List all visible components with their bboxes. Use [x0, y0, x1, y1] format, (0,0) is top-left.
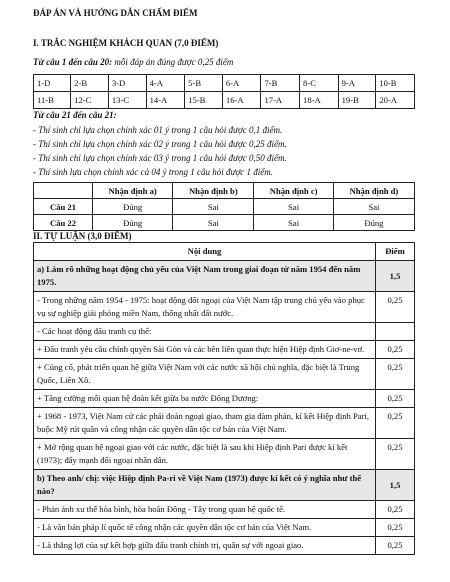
tf-row-22: [34, 215, 415, 231]
answer-cell: 16-A: [222, 92, 261, 109]
answer-cell: 5-B: [185, 75, 223, 92]
tf-header-blank: [34, 183, 93, 199]
essay-item-row: [34, 439, 415, 470]
essay-score-cell: 0,25: [376, 537, 415, 555]
answer-cell: 7-B: [261, 75, 300, 92]
answer-cell: 15-B: [185, 92, 223, 109]
essay-score-cell: 1,5: [376, 261, 415, 292]
range1-prefix: Từ câu 1 đến câu 20:: [33, 57, 113, 67]
rule-1: - Thí sinh chỉ lựa chọn chính xác 01 ý trong 1 câu hỏi được 0,1 điểm.: [33, 125, 283, 135]
answer-cell: 11-B: [34, 92, 71, 109]
essay-item-row: [34, 323, 415, 341]
essay-content-cell: + Củng cố, phát triển quan hệ giữa Việt Nam với các nước xã hội chủ nghĩa, đặc biệt là Trung Quốc, Liên Xô.: [34, 359, 376, 390]
essay-content-cell: - Là thắng lợi của sự kết hợp giữa đấu tranh chính trị, quân sự với ngoại giao.: [34, 537, 376, 555]
answer-cell: 20-A: [376, 92, 415, 109]
essay-content-cell: - Trong những năm 1954 - 1975: hoạt động đối ngoại của Việt Nam tập trung chủ yếu vào phục vụ sự nghiệp giải phóng miền Nam, thống nhất đất nước.: [34, 292, 376, 323]
answer-cell: 3-D: [108, 75, 146, 92]
answer-cell: 13-C: [108, 92, 146, 109]
answer-cell: 9-A: [338, 75, 376, 92]
section1-heading: I. TRẮC NGHIỆM KHÁCH QUAN (7,0 ĐIỂM): [33, 38, 219, 48]
essay-header-row: [34, 243, 415, 261]
essay-header-content: Nội dung: [34, 243, 376, 261]
rule-2: - Thí sinh chỉ lựa chọn chính xác 02 ý trong 1 câu hỏi được 0,25 điểm.: [33, 139, 287, 149]
answer-cell: 19-B: [338, 92, 376, 109]
essay-section-row: [34, 470, 415, 501]
essay-content-cell: + Tăng cường mối quan hệ đoàn kết giữa ba nước Đông Dương:: [34, 390, 376, 408]
tf-cell: Sai: [173, 215, 254, 231]
tf-header-b: Nhận định b): [173, 183, 254, 199]
essay-score-cell: 0,25: [376, 341, 415, 359]
answers-row-1: [34, 75, 415, 92]
essay-item-row: [34, 537, 415, 555]
essay-score-cell: 0,25: [376, 390, 415, 408]
answer-cell: 14-A: [146, 92, 185, 109]
essay-content-cell: - Các hoạt động đấu tranh cụ thể:: [34, 323, 376, 341]
answer-cell: 1-D: [34, 75, 71, 92]
answer-cell: 12-C: [71, 92, 109, 109]
answer-cell: 17-A: [261, 92, 300, 109]
tf-header-a: Nhận định a): [93, 183, 173, 199]
essay-score-cell: 0,25: [376, 292, 415, 323]
tf-header-c: Nhận định c): [254, 183, 334, 199]
answer-cell: 10-B: [376, 75, 415, 92]
essay-score-cell: 0,25: [376, 439, 415, 470]
tf-cell: Đúng: [93, 199, 173, 215]
tf-cell: Câu 21: [34, 199, 93, 215]
section2-heading: II. TỰ LUẬN (3,0 ĐIỂM): [33, 231, 132, 241]
true-false-table: [33, 182, 415, 231]
essay-item-row: [34, 292, 415, 323]
essay-content-cell: + 1968 - 1973, Việt Nam cử các phái đoàn ngoại giao, tham gia đàm phán, kí kết Hiệp định Pari, buộc Mỹ rút quân và công nhận các quyền dân tộc cơ bản của Việt Nam.: [34, 408, 376, 439]
rule-3: - Thí sinh chỉ lựa chọn chính xác 03 ý trong 1 câu hỏi được 0,50 điểm.: [33, 153, 287, 163]
answer-cell: 8-C: [300, 75, 339, 92]
essay-score-cell: [376, 323, 415, 341]
answer-cell: 18-A: [300, 92, 339, 109]
tf-row-21: [34, 199, 415, 215]
range1-note: [33, 57, 233, 67]
page-title: ĐÁP ÁN VÀ HƯỚNG DẪN CHẤM ĐIỂM: [33, 8, 198, 18]
essay-score-cell: 0,25: [376, 519, 415, 537]
tf-cell: Đúng: [333, 215, 414, 231]
answer-cell: 2-B: [71, 75, 109, 92]
tf-cell: Sai: [333, 199, 414, 215]
essay-score-cell: 0,25: [376, 501, 415, 519]
essay-item-row: [34, 341, 415, 359]
tf-cell: Đúng: [93, 215, 173, 231]
essay-section-row: [34, 261, 415, 292]
tf-cell: Sai: [254, 215, 334, 231]
rule-4: - Thí sinh lựa chọn chính xác cả 04 ý trong 1 câu hỏi được 1 điểm.: [33, 167, 273, 177]
essay-item-row: [34, 501, 415, 519]
essay-body: [34, 261, 415, 555]
tf-cell: Sai: [173, 199, 254, 215]
tf-header-d: Nhận định d): [333, 183, 414, 199]
essay-item-row: [34, 519, 415, 537]
answers-row-2: [34, 92, 415, 109]
essay-content-cell: - Là văn bản pháp lí quốc tế công nhận các quyền dân tộc cơ bản của Việt Nam.: [34, 519, 376, 537]
essay-item-row: [34, 359, 415, 390]
essay-content-cell: a) Làm rõ những hoạt động chủ yếu của Việt Nam trong giai đoạn từ năm 1954 đến năm 1975.: [34, 261, 376, 292]
essay-table: [33, 242, 415, 555]
essay-content-cell: b) Theo anh/ chị: việc Hiệp định Pa-ri về Việt Nam (1973) được kí kết có ý nghĩa như thế nào?: [34, 470, 376, 501]
essay-score-cell: 0,25: [376, 359, 415, 390]
answer-cell: 4-A: [146, 75, 185, 92]
range1-rest: mỗi đáp án đúng được 0,25 điểm: [112, 57, 234, 67]
answer-cell: 6-A: [222, 75, 261, 92]
tf-cell: Sai: [254, 199, 334, 215]
essay-score-cell: 0,25: [376, 408, 415, 439]
tf-header-row: [34, 183, 415, 199]
answers-table: [33, 74, 415, 109]
range2-note: Từ câu 21 đến câu 21:: [33, 110, 117, 120]
essay-score-cell: 1,5: [376, 470, 415, 501]
essay-content-cell: - Phản ánh xu thế hòa bình, hòa hoãn Đông - Tây trong quan hệ quốc tế.: [34, 501, 376, 519]
essay-header-score: Điểm: [376, 243, 415, 261]
essay-item-row: [34, 408, 415, 439]
tf-cell: Câu 22: [34, 215, 93, 231]
essay-content-cell: + Mở rộng quan hệ ngoại giao với các nước, đặc biệt là sau khi Hiệp định Pari được kí kết (1973); đẩy mạnh đối ngoại nhân dân.: [34, 439, 376, 470]
essay-item-row: [34, 390, 415, 408]
essay-content-cell: + Đấu tranh yêu cầu chính quyền Sài Gòn và các bên liên quan thực hiện Hiệp định Giơ-ne-vơ.: [34, 341, 376, 359]
